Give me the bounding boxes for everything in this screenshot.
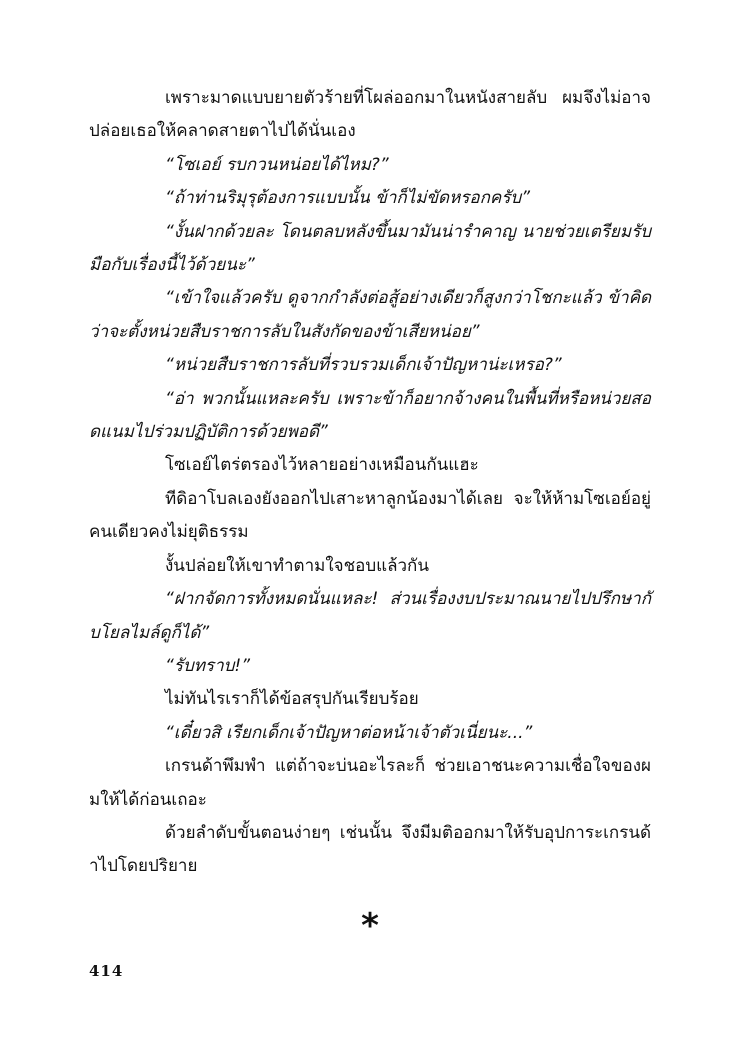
paragraph-11: “ฝากจัดการทั้งหมดนั่นแหละ! ส่วนเรื่องงบประมาณนายไปปรึกษากับโยลไมล์ดูก็ได้” — [89, 589, 651, 643]
paragraph-9: ทีดิอาโบลเองยังออกไปเสาะหาลูกน้องมาได้เลย จะให้ห้ามโซเอย์อยู่คนเดียวคงไม่ยุติธรรม — [89, 488, 651, 543]
paragraph-13: ไม่ทันไรเราก็ได้ข้อสรุปกันเรียบร้อย — [165, 689, 419, 710]
paragraph-15: เกรนด้าพึมพำ แต่ถ้าจะบ่นอะไรละก็ ช่วยเอาชนะความเชื่อใจของผมให้ได้ก่อนเถอะ — [89, 756, 651, 810]
paragraph-7: “อ่า พวกนั้นแหละครับ เพราะข้าก็อยากจ้างคนในพื้นที่หรือหน่วยสอดแนมไปร่วมปฏิบัติการด้วยพอดี” — [89, 388, 651, 443]
paragraph-6: “หน่วยสืบราชการลับที่รวบรวมเด็กเจ้าปัญหาน่ะเหรอ?” — [165, 355, 562, 376]
paragraph-4: “งั้นฝากด้วยละ โดนตลบหลังขึ้นมามันน่ารำคาญ นายช่วยเตรียมรับมือกับเรื่องนี้ไว้ด้วยนะ” — [89, 221, 651, 276]
paragraph-2: “โซเอย์ รบกวนหน่อยได้ไหม?” — [165, 154, 389, 175]
page-number: 414 — [89, 962, 124, 980]
paragraph-14: “เดี๋ยวสิ เรียกเด็กเจ้าปัญหาต่อหน้าเจ้าตัวเนี่ยนะ...” — [165, 722, 533, 743]
paragraph-10: งั้นปล่อยให้เขาทำตามใจชอบแล้วกัน — [165, 555, 429, 576]
scene-separator: * — [361, 906, 379, 946]
body-text — [89, 82, 651, 884]
paragraph-16: ด้วยลำดับขั้นตอนง่ายๆ เช่นนั้น จึงมีมติออกมาให้รับอุปการะเกรนด้าไปโดยปริยาย — [89, 822, 651, 877]
paragraph-3: “ถ้าท่านริมุรุต้องการแบบนั้น ข้าก็ไม่ขัดหรอกครับ” — [165, 188, 531, 209]
paragraph-1: เพราะมาดแบบยายตัวร้ายที่โผล่ออกมาในหนังสายลับ ผมจึงไม่อาจปล่อยเธอให้คลาดสายตาไปได้นั่นเอง — [89, 88, 651, 142]
paragraph-5: “เข้าใจแล้วครับ ดูจากกำลังต่อสู้อย่างเดียวก็สูงกว่าโชกะแล้ว ข้าคิดว่าจะตั้งหน่วยสืบราชการลับในสังกัดของข้าเสียหน่อย” — [89, 288, 651, 342]
paragraph-8: โซเอย์ไตร่ตรองไว้หลายอย่างเหมือนกันแฮะ — [165, 455, 479, 476]
paragraph-12: “รับทราบ!” — [165, 655, 251, 676]
